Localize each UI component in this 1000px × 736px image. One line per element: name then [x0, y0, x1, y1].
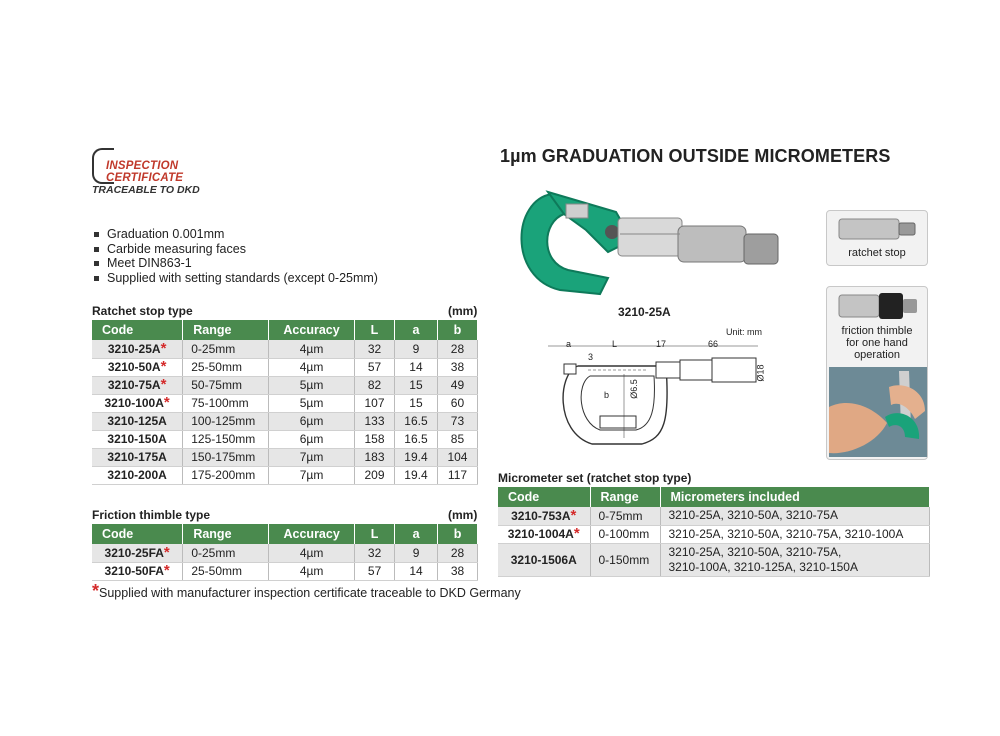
- col-l: L: [355, 320, 395, 340]
- b-cell: 104: [437, 448, 477, 466]
- col-b: b: [437, 320, 477, 340]
- a-cell: 14: [395, 562, 438, 580]
- range-cell: 0-100mm: [590, 525, 660, 543]
- l-cell: 32: [355, 340, 395, 358]
- page-title: 1µm GRADUATION OUTSIDE MICROMETERS: [500, 146, 891, 166]
- code-text: 3210-25A: [107, 341, 161, 356]
- code-cell: [92, 412, 183, 430]
- included-cell: [660, 525, 930, 543]
- range-cell: 25-50mm: [183, 562, 269, 580]
- table-row: [498, 543, 930, 576]
- accuracy-cell: 5µm: [269, 376, 355, 394]
- col-accuracy: Accuracy: [269, 320, 355, 340]
- l-cell: 32: [355, 544, 395, 562]
- code-text: 3210-25FA: [104, 545, 164, 560]
- col-a: a: [394, 320, 437, 340]
- col-code: Code: [498, 487, 590, 507]
- b-cell: 73: [437, 412, 477, 430]
- friction-label-3: operation: [854, 349, 900, 361]
- certificate-star-icon: *: [163, 543, 170, 561]
- drawing-unit: Unit: mm: [726, 327, 762, 337]
- code-text: 3210-125A: [107, 414, 167, 428]
- code-text: 3210-150A: [107, 432, 167, 446]
- a-cell: 16.5: [394, 412, 437, 430]
- range-cell: 50-75mm: [183, 376, 269, 394]
- code-cell: [92, 394, 183, 412]
- range-cell: 25-50mm: [183, 358, 269, 376]
- certificate-line-3: TRACEABLE TO DKD: [92, 184, 200, 196]
- code-cell: [92, 562, 183, 580]
- b-cell: 28: [437, 340, 477, 358]
- ratchet-stop-photo: [837, 217, 917, 241]
- code-cell: [92, 340, 183, 358]
- range-cell: 0-75mm: [590, 507, 660, 525]
- code-cell: [92, 358, 183, 376]
- footnote-text: Supplied with manufacturer inspection certificate traceable to DKD Germany: [99, 586, 521, 600]
- feature-item: Carbide measuring faces: [92, 242, 378, 257]
- dim-3-label: 3: [588, 352, 594, 362]
- feature-item: Supplied with setting standards (except 0-25mm): [92, 271, 378, 286]
- col-l: L: [355, 524, 395, 544]
- certificate-line-2: CERTIFICATE: [106, 172, 184, 184]
- col-a: a: [395, 524, 438, 544]
- col-code: Code: [92, 320, 183, 340]
- table-header-row: [92, 320, 478, 340]
- table-header-row: [92, 524, 478, 544]
- range-cell: 0-25mm: [183, 340, 269, 358]
- l-cell: 183: [355, 448, 395, 466]
- ratchet-stop-panel: [826, 210, 928, 266]
- a-cell: 19.4: [394, 448, 437, 466]
- friction-table-unit: (mm): [448, 508, 478, 522]
- a-cell: 15: [394, 376, 437, 394]
- friction-label-2: for one hand: [846, 337, 908, 349]
- ratchet-stop-label: ratchet stop: [848, 247, 906, 259]
- code-text: 3210-1004A: [507, 527, 574, 541]
- code-text: 3210-75A: [107, 378, 161, 392]
- table-row: [92, 466, 478, 484]
- range-cell: 175-200mm: [183, 466, 269, 484]
- dim-b-label: b: [604, 390, 610, 400]
- accuracy-cell: 6µm: [269, 430, 355, 448]
- certificate-star-icon: *: [163, 562, 170, 579]
- col-range: Range: [183, 320, 269, 340]
- accuracy-cell: 6µm: [269, 412, 355, 430]
- dim-66-label: 66: [708, 339, 719, 349]
- table-row: [92, 358, 478, 376]
- b-cell: 85: [437, 430, 477, 448]
- code-text: 3210-50FA: [104, 564, 164, 578]
- dim-phi65-label: Ø6.5: [628, 379, 639, 399]
- code-cell: [92, 466, 183, 484]
- certificate-star-icon: *: [570, 506, 577, 524]
- dim-a-label: a: [566, 339, 572, 349]
- table-header-row: [498, 487, 930, 507]
- l-cell: 57: [355, 562, 395, 580]
- col-code: Code: [92, 524, 183, 544]
- included-cell: [660, 543, 930, 576]
- a-cell: 19.4: [394, 466, 437, 484]
- certificate-star-icon: *: [573, 525, 580, 542]
- friction-label-1: friction thimble: [841, 325, 913, 337]
- footnote: [92, 581, 521, 601]
- table-row: [92, 394, 478, 412]
- dim-l-label: L: [612, 339, 618, 349]
- table-row: [498, 507, 930, 525]
- micrometer-photo: [508, 182, 790, 300]
- accuracy-cell: 5µm: [269, 394, 355, 412]
- included-line-1: 3210-25A, 3210-50A, 3210-75A,: [668, 544, 842, 559]
- accuracy-cell: 7µm: [269, 466, 355, 484]
- col-b: b: [438, 524, 478, 544]
- certificate-star-icon: *: [160, 339, 167, 357]
- hand-operation-photo: [829, 367, 927, 457]
- ratchet-table-title: Ratchet stop type: [92, 304, 193, 318]
- accuracy-cell: 4µm: [269, 562, 355, 580]
- friction-thimble-photo: [837, 291, 919, 321]
- included-line-2: 3210-100A, 3210-125A, 3210-150A: [668, 559, 858, 574]
- code-cell: [498, 543, 590, 576]
- table-row: [92, 448, 478, 466]
- code-text: 3210-1506A: [510, 552, 577, 567]
- code-cell: [498, 507, 590, 525]
- a-cell: 14: [394, 358, 437, 376]
- friction-thimble-table: [92, 524, 478, 581]
- l-cell: 57: [355, 358, 395, 376]
- table-row: [498, 525, 930, 543]
- micrometer-set-table: [498, 487, 930, 577]
- certificate-line-1: INSPECTION: [106, 160, 179, 172]
- accuracy-cell: 7µm: [269, 448, 355, 466]
- l-cell: 107: [355, 394, 395, 412]
- inspection-certificate-logo: [92, 148, 232, 196]
- code-text: 3210-753A: [511, 508, 571, 523]
- included-line-1: 3210-25A, 3210-50A, 3210-75A, 3210-100A: [668, 526, 904, 541]
- accuracy-cell: 4µm: [269, 340, 355, 358]
- certificate-star-icon: *: [160, 358, 167, 375]
- b-cell: 38: [438, 562, 478, 580]
- table-row: [92, 562, 478, 580]
- col-range: Range: [183, 524, 269, 544]
- friction-thimble-panel: [826, 286, 928, 460]
- range-cell: 0-25mm: [183, 544, 269, 562]
- b-cell: 49: [437, 376, 477, 394]
- table-row: [92, 376, 478, 394]
- feature-item: Meet DIN863-1: [92, 256, 378, 271]
- dim-17-label: 17: [656, 339, 667, 349]
- table-row: [92, 412, 478, 430]
- range-cell: 125-150mm: [183, 430, 269, 448]
- col-accuracy: Accuracy: [269, 524, 355, 544]
- l-cell: 133: [355, 412, 395, 430]
- code-cell: [92, 430, 183, 448]
- range-cell: 75-100mm: [183, 394, 269, 412]
- l-cell: 209: [355, 466, 395, 484]
- code-cell: [498, 525, 590, 543]
- b-cell: 60: [437, 394, 477, 412]
- ratchet-table-unit: (mm): [448, 304, 478, 318]
- a-cell: 16.5: [394, 430, 437, 448]
- range-cell: 0-150mm: [590, 543, 660, 576]
- included-cell: [660, 507, 930, 525]
- ratchet-stop-table: [92, 320, 478, 485]
- product-caption: 3210-25A: [618, 305, 671, 319]
- included-line-1: 3210-25A, 3210-50A, 3210-75A: [668, 508, 838, 523]
- l-cell: 158: [355, 430, 395, 448]
- table-row: [92, 544, 478, 562]
- feature-list: [92, 227, 378, 285]
- col-range: Range: [590, 487, 660, 507]
- code-cell: [92, 376, 183, 394]
- code-cell: [92, 544, 183, 562]
- certificate-star-icon: *: [160, 376, 167, 393]
- range-cell: 100-125mm: [183, 412, 269, 430]
- b-cell: 38: [437, 358, 477, 376]
- accuracy-cell: 4µm: [269, 544, 355, 562]
- friction-table-title: Friction thimble type: [92, 508, 211, 522]
- feature-item: Graduation 0.001mm: [92, 227, 378, 242]
- b-cell: 28: [438, 544, 478, 562]
- a-cell: 9: [394, 340, 437, 358]
- code-text: 3210-175A: [107, 450, 167, 464]
- set-table-title: Micrometer set (ratchet stop type): [498, 471, 692, 485]
- a-cell: 15: [394, 394, 437, 412]
- a-cell: 9: [395, 544, 438, 562]
- table-row: [92, 430, 478, 448]
- dim-phi18-label: Ø18: [755, 364, 766, 382]
- l-cell: 82: [355, 376, 395, 394]
- code-text: 3210-100A: [104, 396, 164, 410]
- certificate-star-icon: *: [163, 394, 170, 411]
- col-included: Micrometers included: [660, 487, 930, 507]
- code-text: 3210-200A: [107, 468, 167, 482]
- code-text: 3210-50A: [107, 360, 161, 374]
- range-cell: 150-175mm: [183, 448, 269, 466]
- table-row: [92, 340, 478, 358]
- b-cell: 117: [437, 466, 477, 484]
- code-cell: [92, 448, 183, 466]
- accuracy-cell: 4µm: [269, 358, 355, 376]
- footnote-star: *: [92, 581, 100, 601]
